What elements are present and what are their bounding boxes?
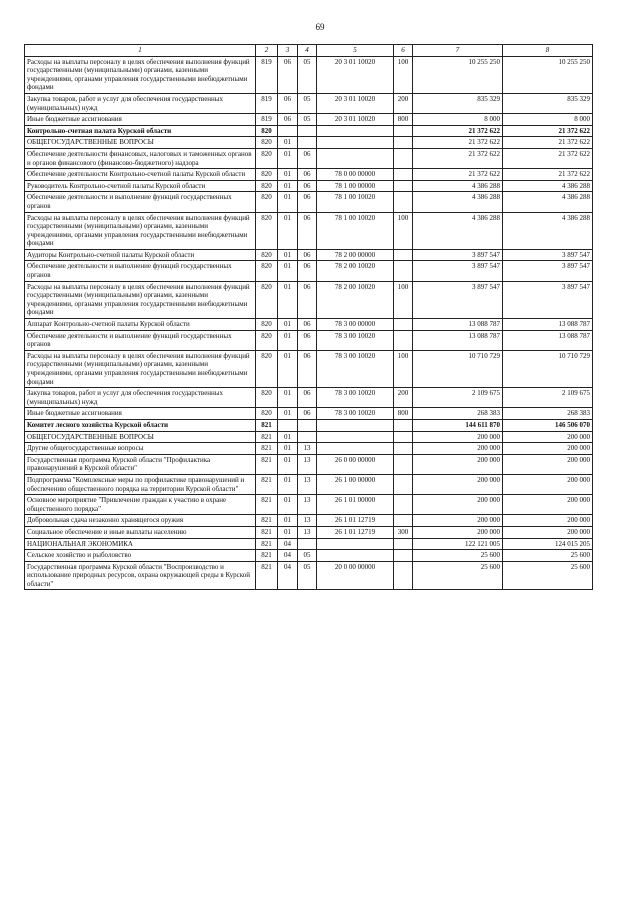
subsection-cell: 13 — [298, 454, 317, 474]
amount-year1-cell: 21 372 622 — [413, 137, 503, 149]
amount-year1-cell: 21 372 622 — [413, 125, 503, 137]
amount-year2-cell: 21 372 622 — [503, 169, 593, 181]
amount-year1-cell: 200 000 — [413, 474, 503, 494]
amount-year1-cell: 200 000 — [413, 515, 503, 527]
subsection-cell — [298, 419, 317, 431]
table-row — [25, 495, 593, 515]
expense-type-cell — [394, 137, 413, 149]
amount-year2-cell: 200 000 — [503, 515, 593, 527]
expense-type-cell — [394, 249, 413, 261]
amount-year1-cell: 13 088 787 — [413, 330, 503, 350]
header-cell: 7 — [413, 45, 503, 57]
expense-type-cell — [394, 180, 413, 192]
subsection-cell — [298, 538, 317, 550]
subsection-cell: 06 — [298, 192, 317, 212]
page-number: 69 — [315, 22, 325, 32]
expense-type-cell — [394, 431, 413, 443]
subsection-cell: 13 — [298, 495, 317, 515]
subsection-cell — [298, 137, 317, 149]
row-name-cell: Другие общегосударственные вопросы — [25, 443, 256, 455]
target-article-cell: 78 3 00 10020 — [317, 350, 394, 387]
target-article-cell: 78 3 00 00000 — [317, 319, 394, 331]
table-row — [25, 454, 593, 474]
expense-type-cell — [394, 261, 413, 281]
section-cell: 01 — [278, 212, 298, 249]
row-name-cell: Добровольная сдача незаконно хранящегося оружия — [25, 515, 256, 527]
section-cell: 01 — [278, 408, 298, 420]
subsection-cell: 06 — [298, 281, 317, 318]
target-article-cell — [317, 550, 394, 562]
amount-year1-cell: 144 611 870 — [413, 419, 503, 431]
section-cell: 01 — [278, 454, 298, 474]
header-cell: 5 — [317, 45, 394, 57]
header-cell: 4 — [298, 45, 317, 57]
header-cell: 3 — [278, 45, 298, 57]
amount-year1-cell: 268 383 — [413, 408, 503, 420]
target-article-cell: 78 3 00 10020 — [317, 388, 394, 408]
expense-type-cell: 300 — [394, 526, 413, 538]
admin-code-cell: 821 — [256, 474, 278, 494]
subsection-cell: 05 — [298, 56, 317, 93]
expense-type-cell: 100 — [394, 350, 413, 387]
amount-year1-cell: 25 600 — [413, 561, 503, 590]
table-row — [25, 281, 593, 318]
row-name-cell: Расходы на выплаты персоналу в целях обеспечения выполнения функций государственными (муниципальными) органами, казенными учреждениями, органами управления государственными внебюджетными фондами — [25, 56, 256, 93]
expense-type-cell: 200 — [394, 388, 413, 408]
admin-code-cell: 821 — [256, 550, 278, 562]
table-row — [25, 125, 593, 137]
header-cell: 2 — [256, 45, 278, 57]
amount-year1-cell: 21 372 622 — [413, 169, 503, 181]
subsection-cell: 13 — [298, 443, 317, 455]
header-cell: 6 — [394, 45, 413, 57]
amount-year2-cell: 4 386 288 — [503, 180, 593, 192]
amount-year2-cell: 200 000 — [503, 454, 593, 474]
amount-year2-cell: 835 329 — [503, 93, 593, 113]
amount-year1-cell: 200 000 — [413, 431, 503, 443]
row-name-cell: Социальное обеспечение и иные выплаты населению — [25, 526, 256, 538]
subsection-cell: 06 — [298, 350, 317, 387]
amount-year2-cell: 200 000 — [503, 431, 593, 443]
row-name-cell: Аппарат Контрольно-счетной палаты Курской области — [25, 319, 256, 331]
row-name-cell: ОБЩЕГОСУДАРСТВЕННЫЕ ВОПРОСЫ — [25, 431, 256, 443]
row-name-cell: Государственная программа Курской области "Профилактика правонарушений в Курской области" — [25, 454, 256, 474]
target-article-cell — [317, 125, 394, 137]
table-row — [25, 192, 593, 212]
table-row — [25, 538, 593, 550]
target-article-cell: 78 3 00 10020 — [317, 330, 394, 350]
section-cell: 04 — [278, 550, 298, 562]
amount-year1-cell: 3 897 547 — [413, 249, 503, 261]
table-row — [25, 388, 593, 408]
row-name-cell: Обеспечение деятельности и выполнение функций государственных органов — [25, 261, 256, 281]
amount-year1-cell: 835 329 — [413, 93, 503, 113]
subsection-cell: 05 — [298, 550, 317, 562]
table-row — [25, 474, 593, 494]
admin-code-cell: 820 — [256, 148, 278, 168]
expense-type-cell — [394, 550, 413, 562]
expense-type-cell — [394, 515, 413, 527]
row-name-cell: Контрольно-счетная палата Курской области — [25, 125, 256, 137]
target-article-cell: 26 1 01 00000 — [317, 495, 394, 515]
table-row — [25, 137, 593, 149]
target-article-cell: 78 3 00 10020 — [317, 408, 394, 420]
row-name-cell: Обеспечение деятельности финансовых, налоговых и таможенных органов и органов финансового (финансово-бюджетного) надзора — [25, 148, 256, 168]
row-name-cell: Основное мероприятие "Привлечение граждан к участию в охране общественного порядка" — [25, 495, 256, 515]
row-name-cell: Подпрограмма "Комплексные меры по профилактике правонарушений и обеспечению общественного порядка на территории Курской области" — [25, 474, 256, 494]
target-article-cell: 20 3 01 10020 — [317, 93, 394, 113]
admin-code-cell: 820 — [256, 212, 278, 249]
table-row — [25, 114, 593, 126]
amount-year1-cell: 21 372 622 — [413, 148, 503, 168]
subsection-cell: 05 — [298, 114, 317, 126]
target-article-cell: 20 3 01 10020 — [317, 114, 394, 126]
target-article-cell: 78 1 00 00000 — [317, 180, 394, 192]
admin-code-cell: 820 — [256, 180, 278, 192]
amount-year2-cell: 25 600 — [503, 561, 593, 590]
amount-year2-cell: 3 897 547 — [503, 261, 593, 281]
table-row — [25, 93, 593, 113]
table-row — [25, 261, 593, 281]
admin-code-cell: 821 — [256, 495, 278, 515]
expense-type-cell: 200 — [394, 93, 413, 113]
expense-type-cell — [394, 192, 413, 212]
target-article-cell — [317, 419, 394, 431]
subsection-cell: 06 — [298, 212, 317, 249]
expense-type-cell — [394, 561, 413, 590]
admin-code-cell: 821 — [256, 515, 278, 527]
admin-code-cell: 821 — [256, 431, 278, 443]
amount-year2-cell: 3 897 547 — [503, 281, 593, 318]
target-article-cell: 78 1 00 10020 — [317, 192, 394, 212]
admin-code-cell: 821 — [256, 419, 278, 431]
amount-year2-cell: 146 506 070 — [503, 419, 593, 431]
section-cell: 01 — [278, 319, 298, 331]
table-row — [25, 515, 593, 527]
row-name-cell: Аудиторы Контрольно-счетной палаты Курской области — [25, 249, 256, 261]
target-article-cell — [317, 137, 394, 149]
amount-year2-cell: 200 000 — [503, 443, 593, 455]
section-cell: 04 — [278, 538, 298, 550]
expense-type-cell — [394, 148, 413, 168]
section-cell: 01 — [278, 443, 298, 455]
section-cell: 01 — [278, 495, 298, 515]
header-cell: 8 — [503, 45, 593, 57]
section-cell: 01 — [278, 431, 298, 443]
target-article-cell: 26 1 01 12719 — [317, 515, 394, 527]
expense-type-cell: 100 — [394, 56, 413, 93]
admin-code-cell: 820 — [256, 169, 278, 181]
expense-type-cell — [394, 169, 413, 181]
section-cell: 01 — [278, 281, 298, 318]
section-cell: 01 — [278, 330, 298, 350]
expense-type-cell — [394, 419, 413, 431]
target-article-cell: 26 1 01 12719 — [317, 526, 394, 538]
target-article-cell: 26 1 00 00000 — [317, 474, 394, 494]
subsection-cell: 13 — [298, 474, 317, 494]
section-cell: 01 — [278, 388, 298, 408]
subsection-cell: 13 — [298, 526, 317, 538]
amount-year2-cell: 124 015 205 — [503, 538, 593, 550]
target-article-cell: 78 1 00 10020 — [317, 212, 394, 249]
admin-code-cell: 820 — [256, 281, 278, 318]
amount-year2-cell: 3 897 547 — [503, 249, 593, 261]
section-cell: 01 — [278, 350, 298, 387]
target-article-cell — [317, 538, 394, 550]
amount-year2-cell: 4 386 288 — [503, 212, 593, 249]
table-row — [25, 350, 593, 387]
subsection-cell: 06 — [298, 388, 317, 408]
target-article-cell: 78 2 00 10020 — [317, 281, 394, 318]
amount-year2-cell: 13 088 787 — [503, 319, 593, 331]
table-row — [25, 249, 593, 261]
table-row — [25, 419, 593, 431]
amount-year2-cell: 13 088 787 — [503, 330, 593, 350]
table-row — [25, 212, 593, 249]
subsection-cell: 06 — [298, 249, 317, 261]
section-cell: 01 — [278, 261, 298, 281]
subsection-cell: 13 — [298, 515, 317, 527]
row-name-cell: Расходы на выплаты персоналу в целях обеспечения выполнения функций государственными (муниципальными) органами, казенными учреждениями, органами управления государственными внебюджетными фондами — [25, 212, 256, 249]
admin-code-cell: 820 — [256, 330, 278, 350]
subsection-cell: 06 — [298, 261, 317, 281]
admin-code-cell: 820 — [256, 319, 278, 331]
amount-year2-cell: 4 386 288 — [503, 192, 593, 212]
amount-year1-cell: 200 000 — [413, 526, 503, 538]
section-cell — [278, 419, 298, 431]
subsection-cell: 06 — [298, 180, 317, 192]
section-cell: 01 — [278, 137, 298, 149]
admin-code-cell: 819 — [256, 114, 278, 126]
admin-code-cell: 821 — [256, 526, 278, 538]
amount-year1-cell: 4 386 288 — [413, 180, 503, 192]
row-name-cell: Обеспечение деятельности и выполнение функций государственных органов — [25, 192, 256, 212]
row-name-cell: Обеспечение деятельности Контрольно-счетной палаты Курской области — [25, 169, 256, 181]
table-row — [25, 330, 593, 350]
amount-year2-cell: 10 710 729 — [503, 350, 593, 387]
table-row — [25, 550, 593, 562]
budget-table — [24, 44, 593, 590]
row-name-cell: Комитет лесного хозяйства Курской области — [25, 419, 256, 431]
amount-year1-cell: 25 600 — [413, 550, 503, 562]
expense-type-cell — [394, 319, 413, 331]
row-name-cell: НАЦИОНАЛЬНАЯ ЭКОНОМИКА — [25, 538, 256, 550]
subsection-cell: 06 — [298, 148, 317, 168]
amount-year2-cell: 200 000 — [503, 474, 593, 494]
section-cell: 06 — [278, 114, 298, 126]
admin-code-cell: 821 — [256, 443, 278, 455]
amount-year2-cell: 200 000 — [503, 526, 593, 538]
expense-type-cell — [394, 454, 413, 474]
section-cell: 01 — [278, 526, 298, 538]
row-name-cell: Иные бюджетные ассигнования — [25, 408, 256, 420]
expense-type-cell — [394, 538, 413, 550]
expense-type-cell — [394, 495, 413, 515]
target-article-cell: 20 3 01 10020 — [317, 56, 394, 93]
table-row — [25, 526, 593, 538]
amount-year1-cell: 8 000 — [413, 114, 503, 126]
amount-year1-cell: 10 710 729 — [413, 350, 503, 387]
header-row — [25, 45, 593, 57]
amount-year1-cell: 13 088 787 — [413, 319, 503, 331]
admin-code-cell: 819 — [256, 93, 278, 113]
amount-year2-cell: 25 600 — [503, 550, 593, 562]
row-name-cell: Иные бюджетные ассигнования — [25, 114, 256, 126]
admin-code-cell: 820 — [256, 408, 278, 420]
amount-year2-cell: 8 000 — [503, 114, 593, 126]
admin-code-cell: 819 — [256, 56, 278, 93]
amount-year1-cell: 10 255 250 — [413, 56, 503, 93]
amount-year1-cell: 3 897 547 — [413, 261, 503, 281]
expense-type-cell — [394, 443, 413, 455]
table-row — [25, 180, 593, 192]
row-name-cell: Закупка товаров, работ и услуг для обеспечения государственных (муниципальных) нужд — [25, 93, 256, 113]
header-cell: 1 — [25, 45, 256, 57]
admin-code-cell: 820 — [256, 261, 278, 281]
section-cell: 06 — [278, 93, 298, 113]
table-row — [25, 56, 593, 93]
admin-code-cell: 820 — [256, 192, 278, 212]
expense-type-cell: 100 — [394, 212, 413, 249]
row-name-cell: Закупка товаров, работ и услуг для обеспечения государственных (муниципальных) нужд — [25, 388, 256, 408]
section-cell: 01 — [278, 515, 298, 527]
subsection-cell — [298, 431, 317, 443]
admin-code-cell: 820 — [256, 249, 278, 261]
amount-year2-cell: 21 372 622 — [503, 125, 593, 137]
subsection-cell: 06 — [298, 408, 317, 420]
target-article-cell: 78 2 00 10020 — [317, 261, 394, 281]
expense-type-cell: 800 — [394, 408, 413, 420]
table-row — [25, 408, 593, 420]
expense-type-cell — [394, 125, 413, 137]
section-cell: 01 — [278, 192, 298, 212]
amount-year1-cell: 200 000 — [413, 495, 503, 515]
section-cell: 01 — [278, 474, 298, 494]
expense-type-cell: 100 — [394, 281, 413, 318]
target-article-cell: 20 0 00 00000 — [317, 561, 394, 590]
target-article-cell: 26 0 00 00000 — [317, 454, 394, 474]
table-row — [25, 319, 593, 331]
subsection-cell: 06 — [298, 319, 317, 331]
section-cell: 01 — [278, 249, 298, 261]
target-article-cell — [317, 443, 394, 455]
row-name-cell: Расходы на выплаты персоналу в целях обеспечения выполнения функций государственными (муниципальными) органами, казенными учреждениями, органами управления государственными внебюджетными фондами — [25, 281, 256, 318]
row-name-cell: ОБЩЕГОСУДАРСТВЕННЫЕ ВОПРОСЫ — [25, 137, 256, 149]
amount-year1-cell: 3 897 547 — [413, 281, 503, 318]
subsection-cell: 06 — [298, 169, 317, 181]
subsection-cell: 05 — [298, 561, 317, 590]
amount-year2-cell: 21 372 622 — [503, 137, 593, 149]
section-cell: 01 — [278, 148, 298, 168]
table-row — [25, 169, 593, 181]
row-name-cell: Расходы на выплаты персоналу в целях обеспечения выполнения функций государственными (муниципальными) органами, казенными учреждениями, органами управления государственными внебюджетными фондами — [25, 350, 256, 387]
admin-code-cell: 820 — [256, 350, 278, 387]
amount-year2-cell: 21 372 622 — [503, 148, 593, 168]
amount-year1-cell: 200 000 — [413, 454, 503, 474]
subsection-cell: 05 — [298, 93, 317, 113]
row-name-cell: Государственная программа Курской области "Воспроизводство и использование природных ресурсов, охрана окружающей среды в Курской области" — [25, 561, 256, 590]
section-cell: 01 — [278, 169, 298, 181]
amount-year2-cell: 2 109 675 — [503, 388, 593, 408]
amount-year1-cell: 4 386 288 — [413, 212, 503, 249]
amount-year2-cell: 268 383 — [503, 408, 593, 420]
section-cell: 04 — [278, 561, 298, 590]
amount-year2-cell: 200 000 — [503, 495, 593, 515]
admin-code-cell: 820 — [256, 125, 278, 137]
admin-code-cell: 821 — [256, 561, 278, 590]
expense-type-cell — [394, 330, 413, 350]
expense-type-cell: 800 — [394, 114, 413, 126]
subsection-cell: 06 — [298, 330, 317, 350]
subsection-cell — [298, 125, 317, 137]
admin-code-cell: 821 — [256, 454, 278, 474]
amount-year1-cell: 2 109 675 — [413, 388, 503, 408]
target-article-cell — [317, 431, 394, 443]
section-cell: 01 — [278, 180, 298, 192]
row-name-cell: Руководитель Контрольно-счетной палаты Курской области — [25, 180, 256, 192]
table-row — [25, 431, 593, 443]
expense-type-cell — [394, 474, 413, 494]
amount-year1-cell: 4 386 288 — [413, 192, 503, 212]
target-article-cell: 78 2 00 00000 — [317, 249, 394, 261]
target-article-cell: 78 0 00 00000 — [317, 169, 394, 181]
row-name-cell: Сельское хозяйство и рыболовство — [25, 550, 256, 562]
section-cell — [278, 125, 298, 137]
amount-year2-cell: 10 255 250 — [503, 56, 593, 93]
admin-code-cell: 821 — [256, 538, 278, 550]
table-row — [25, 443, 593, 455]
table-row — [25, 148, 593, 168]
amount-year1-cell: 200 000 — [413, 443, 503, 455]
section-cell: 06 — [278, 56, 298, 93]
row-name-cell: Обеспечение деятельности и выполнение функций государственных органов — [25, 330, 256, 350]
admin-code-cell: 820 — [256, 388, 278, 408]
table-row — [25, 561, 593, 590]
target-article-cell — [317, 148, 394, 168]
admin-code-cell: 820 — [256, 137, 278, 149]
amount-year1-cell: 122 121 005 — [413, 538, 503, 550]
